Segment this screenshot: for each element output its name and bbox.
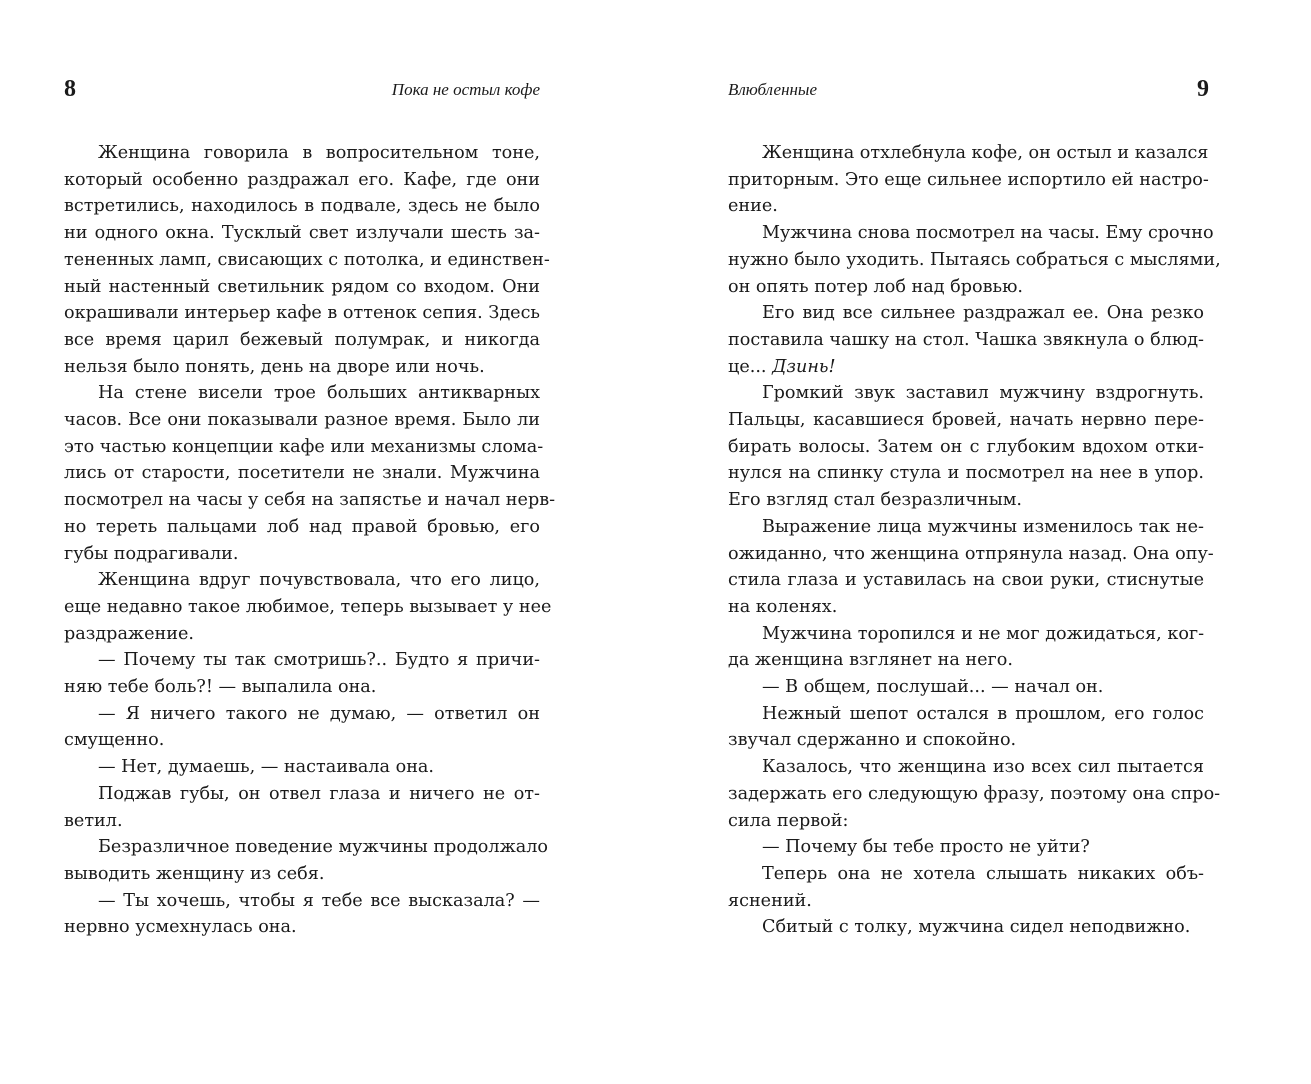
left-page-header [64,74,540,106]
text-line [64,140,540,167]
text-line [728,300,1204,327]
text-line [64,594,552,621]
text-line-content: но тереть пальцами лоб над правой бровью, его [64,516,540,537]
text-line [64,327,540,354]
text-line [728,247,1221,274]
text-line [728,354,1204,381]
text-line [64,274,540,301]
text-line-content: — Нет, думаешь, — настаивала она. [98,757,435,778]
text-line [64,834,549,861]
text-line-content: смущенно. [64,730,165,751]
text-line-content: ветил. [64,810,123,831]
text-line-content: яснений. [728,890,812,911]
text-line [64,354,540,381]
text-line-content: губы подрагивали. [64,543,239,564]
text-line-content: приторным. Это еще сильнее испортило ей настро- [728,169,1209,190]
text-line-content: задержать его следующую фразу, поэтому она спро- [728,783,1221,804]
text-line-content: нужно было уходить. Пытаясь собраться с мыслями, [728,249,1221,270]
text-line-content: ение. [728,196,778,217]
text-line-content: часов. Все они показывали разное время. Было ли [64,410,540,431]
text-line-content: ожиданно, что женщина отпрянула назад. Она опу- [728,543,1214,564]
text-line [64,193,540,220]
text-line-content: стила глаза и уставилась на свои руки, стиснутые [728,570,1204,591]
text-line-content: Казалось, что женщина изо всех сил пытается [762,757,1204,778]
text-line [64,754,540,781]
text-line-content: няю тебе боль?! — выпалила она. [64,677,377,698]
text-line [728,754,1204,781]
text-line-content: ни одного окна. Тусклый свет излучали шесть за- [64,223,540,244]
text-line [728,567,1204,594]
text-line [64,167,540,194]
text-line [64,674,540,701]
text-line [64,647,540,674]
text-line [728,647,1204,674]
text-line-content: На стене висели трое больших антикварных [98,383,540,404]
text-line [64,727,540,754]
text-line-content: Выражение лица мужчины изменилось так не- [762,516,1204,537]
text-line [64,460,540,487]
text-line [64,380,540,407]
text-line [728,727,1204,754]
text-line-content: бирать волосы. Затем он с глубоким вдохом отки- [728,436,1204,457]
text-line [728,621,1204,648]
text-line-content: встретились, находилось в подвале, здесь не было [64,196,540,217]
text-line-content: Мужчина снова посмотрел на часы. Ему срочно [762,223,1214,244]
text-line [64,781,540,808]
text-line-content: — Ты хочешь, чтобы я тебе все высказала? — [98,890,540,911]
text-line-content: выводить женщину из себя. [64,863,325,884]
text-line-content: Мужчина торопился и не мог дожидаться, ког- [762,623,1205,644]
text-line-content: тененных ламп, свисающих с потолка, и единствен- [64,249,550,270]
text-line-content: це... [728,356,767,377]
right-page-header [728,74,1209,106]
text-line-content: — Я ничего такого не думаю, — ответил он [98,703,540,724]
text-line [728,380,1204,407]
text-line-content: — В общем, послушай... — начал он. [762,677,1104,698]
text-line [728,407,1204,434]
text-line-content: Его взгляд стал безразличным. [728,490,1022,511]
text-line [728,781,1221,808]
text-line-content: поставила чашку на стол. Чашка звякнула о блюд- [728,329,1204,350]
text-line-content: посмотрел на часы у себя на запястье и начал нерв- [64,490,556,511]
text-line-content: — Почему бы тебе просто не уйти? [762,837,1090,858]
text-line [728,140,1209,167]
text-line [64,567,540,594]
text-line-content: да женщина взглянет на него. [728,650,1013,671]
text-line-content: Громкий звук заставил мужчину вздрогнуть. [762,383,1204,404]
text-line-content: Теперь она не хотела слышать никаких объ- [762,863,1204,884]
text-line [64,621,540,648]
text-line-content: Сбитый с толку, мужчина сидел неподвижно. [762,917,1191,938]
text-line [728,193,1204,220]
text-line-content: Его вид все сильнее раздражал ее. Она резко [762,303,1204,324]
text-line [728,514,1204,541]
text-line [728,594,1204,621]
text-line-content: который особенно раздражал его. Кафе, где они [64,169,540,190]
text-line [728,888,1204,915]
text-line-content: окрашивали интерьер кафе в оттенок сепия. Здесь [64,303,540,324]
right-page-number: 9 [1197,76,1209,102]
text-line-content: Женщина говорила в вопросительном тоне, [98,143,540,163]
text-line [728,541,1214,568]
text-line-content: раздражение. [64,623,194,644]
text-line-content: на коленях. [728,596,838,617]
text-line-content: нулся на спинку стула и посмотрел на нее в упор. [728,463,1204,484]
text-line [728,220,1214,247]
text-line [64,861,540,888]
text-line-content: нервно усмехнулась она. [64,917,297,938]
text-line [728,674,1204,701]
text-line-content: это частью концепции кафе или механизмы слома- [64,436,544,457]
text-line-content: Женщина отхлебнула кофе, он остыл и казался [762,143,1209,163]
text-line [64,434,544,461]
left-page [64,0,556,1084]
text-line [64,487,556,514]
text-line [728,460,1204,487]
text-line [728,834,1204,861]
text-line [64,514,540,541]
text-line-content: он опять потер лоб над бровью. [728,276,1023,297]
text-line [728,434,1204,461]
text-line-content: звучал сдержанно и спокойно. [728,730,1017,751]
text-line [64,247,550,274]
text-line-content: нельзя было понять, день на дворе или ночь. [64,356,485,377]
text-line [64,541,540,568]
text-line-content: все время царил бежевый полумрак, и никогда [64,329,540,350]
text-line-content: Нежный шепот остался в прошлом, его голос [762,703,1204,724]
text-line [64,300,540,327]
text-line [728,274,1204,301]
text-line-content: лись от старости, посетители не знали. Мужчина [64,463,540,484]
text-line [728,808,1204,835]
left-page-number: 8 [64,76,76,102]
text-line-content: Женщина вдруг почувствовала, что его лицо, [98,570,540,591]
text-line-content: Пальцы, касавшиеся бровей, начать нервно пере- [728,410,1204,431]
emphasized-word: Дзинь! [772,356,836,377]
text-line-content: ный настенный светильник рядом со входом. Они [64,276,540,297]
text-line-content: Поджав губы, он отвел глаза и ничего не от- [98,783,540,804]
right-page-body [728,140,1221,941]
text-line [64,701,540,728]
left-page-body [64,140,556,941]
text-line-content: — Почему ты так смотришь?.. Будто я причи- [98,650,540,671]
text-line [728,701,1204,728]
text-line-content: сила первой: [728,810,849,831]
text-line [64,407,540,434]
text-line-content: Безразличное поведение мужчины продолжало [98,837,549,858]
right-page [728,0,1221,1084]
text-line [728,487,1204,514]
text-line [64,888,540,915]
text-line [728,327,1204,354]
text-line [64,914,540,941]
text-line [728,167,1209,194]
text-line [64,220,540,247]
right-running-head: Влюбленные [728,80,817,99]
text-line [728,914,1204,941]
text-line [64,808,540,835]
text-line [728,861,1204,888]
text-line-content: еще недавно такое любимое, теперь вызывает у нее [64,596,552,617]
left-running-head: Пока не остыл кофе [391,80,540,99]
